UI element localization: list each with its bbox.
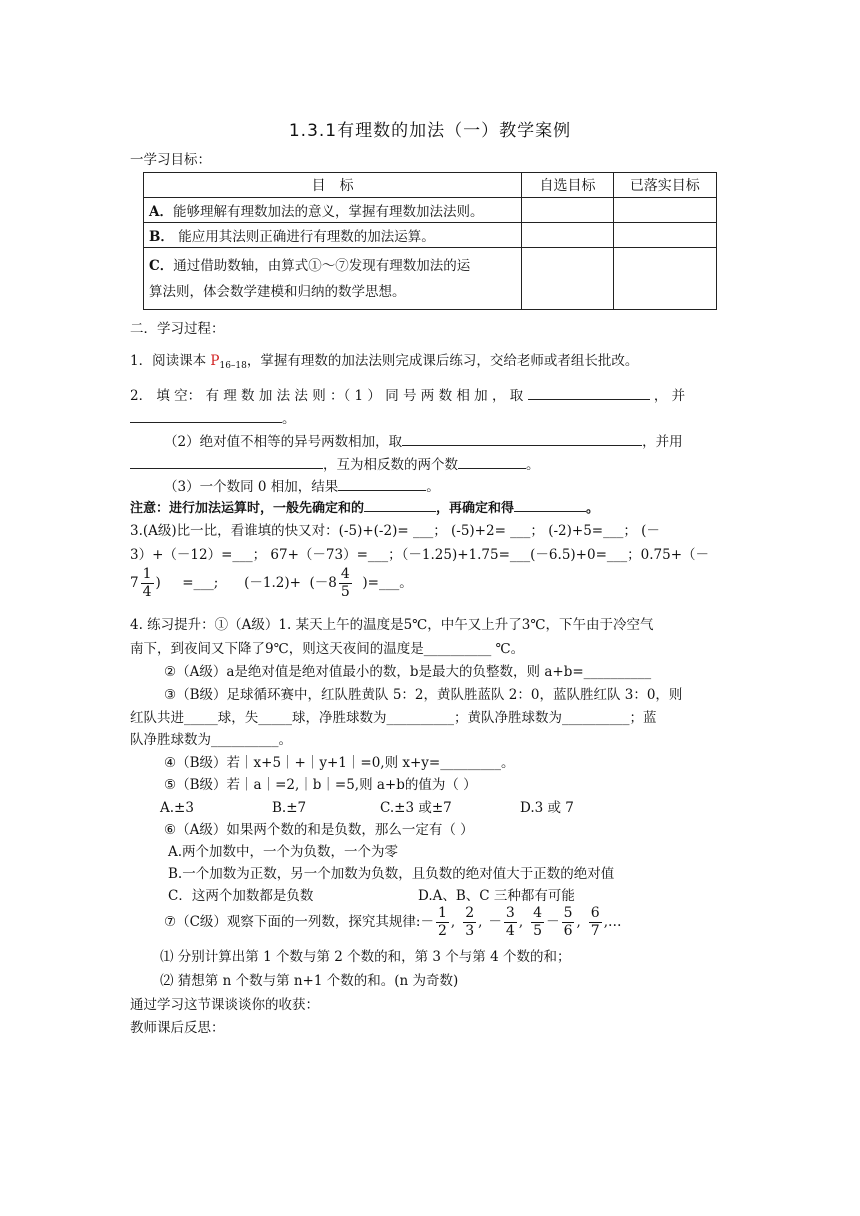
selected-cell[interactable]: [522, 198, 613, 223]
fraction-numerator: 2: [465, 905, 475, 921]
fraction: [339, 566, 352, 601]
fraction-sequence: [420, 905, 627, 939]
question-3-line-2: 3）+（－12）=___； 67+（－73）=___；（－1.25)+1.75=___(－6.5)+0=___；0.75+（－: [130, 547, 710, 563]
sequence-fraction: [531, 905, 544, 940]
goal-text: 能应用其法则正确进行有理数的加法运算。: [173, 229, 435, 245]
page-title: 1.3.1有理数的加法（一）教学案例: [288, 121, 572, 141]
sequence-fraction: [562, 905, 575, 940]
question-4-item-3-cont: 红队共进_____球，失_____球，净胜球数为__________；黄队净胜球数为__________；蓝: [130, 710, 657, 726]
blank-field[interactable]: [338, 478, 426, 491]
question-4-item-7: [164, 905, 628, 940]
punctuation: 。: [426, 479, 440, 495]
header-selected-goal: 自选目标: [522, 173, 613, 198]
option-d[interactable]: D.3 或 7: [520, 800, 574, 816]
note-text-a: 注意：进行加法运算时，一般先确定和的: [130, 501, 365, 516]
fraction-numerator: 1: [437, 905, 447, 921]
separator: ,: [518, 914, 524, 930]
fraction-numerator: 4: [340, 566, 350, 582]
question-2-line-2: [130, 410, 296, 428]
closing-harvest: 通过学习这节课谈谈你的收获：: [130, 997, 319, 1013]
fraction-denominator: 2: [437, 923, 447, 939]
option-b[interactable]: B.±7: [272, 800, 307, 816]
fraction-denominator: 6: [563, 923, 573, 939]
question-4-item-6: ⑥（A级）如果两个数的和是负数，那么一定有（ ）: [164, 822, 474, 838]
q2-rule3: （3）一个数同 0 相加，结果: [164, 479, 339, 495]
goal-label: A．: [149, 204, 173, 220]
sequence-fraction: [436, 905, 449, 940]
blank-field[interactable]: [130, 456, 323, 469]
question-2-line-5: [164, 478, 440, 496]
blank-field[interactable]: [402, 433, 642, 446]
table-row: [144, 223, 717, 248]
q2-rule2-end: ，并用: [642, 434, 683, 450]
question-3-line-1: 3.(A级)比一比，看谁填的快又对：(-5)+(-2)= ___； (-5)+2= ___； (-2)+5=___； (－: [130, 523, 660, 539]
choice-a[interactable]: A.两个加数中，一个为负数，一个为零: [168, 844, 399, 860]
question-4-item-4: ④（B级）若｜x+5｜+｜y+1｜=0,则 x+y=_________。: [164, 755, 515, 771]
goal-cell: [144, 248, 522, 310]
blank-field[interactable]: [514, 499, 586, 512]
question-4-item-3-end: 队净胜球数为__________。: [130, 732, 292, 748]
table-row: [144, 248, 717, 310]
question-2-line-4: [130, 456, 540, 474]
fraction: [141, 566, 154, 601]
note-text-b: ，再确定和得: [436, 501, 515, 516]
fraction-numerator: 5: [563, 905, 573, 921]
q3-text-mid: ) =___; (－1.2)+ (－8: [155, 575, 337, 591]
choice-c[interactable]: C．这两个加数都是负数: [168, 888, 314, 904]
question-4-sub-1: ⑴ 分别计算出第 1 个数与第 2 个数的和，第 3 个与第 4 个数的和；: [160, 949, 571, 965]
fraction-denominator: 5: [533, 923, 543, 939]
question-2-line-1: [130, 387, 685, 405]
sequence-fraction: [589, 905, 602, 940]
minus-sign: －: [488, 914, 502, 930]
goals-table: [143, 172, 717, 310]
item-7-text: ⑦（C级）观察下面的一列数，探究其规律:: [164, 914, 421, 930]
goal-label: C．: [149, 257, 174, 274]
page-ref: P: [210, 353, 220, 369]
sequence-fraction: [463, 905, 476, 940]
blank-field[interactable]: [528, 387, 650, 400]
goal-text: 通过借助数轴，由算式①～⑦发现有理数加法的运: [173, 257, 471, 274]
selected-cell[interactable]: [522, 223, 613, 248]
goal-cell: [144, 223, 522, 248]
page-range: 16–18: [219, 361, 247, 371]
closing-reflection: 教师课后反思：: [130, 1020, 225, 1036]
blank-field[interactable]: [130, 410, 282, 423]
note-text-c: 。: [586, 501, 600, 516]
minus-sign: －: [546, 914, 560, 930]
question-4-line-2: 南下，到夜间又下降了9℃，则这天夜间的温度是__________ ℃。: [130, 641, 525, 657]
fraction-numerator: 3: [505, 905, 515, 921]
q2-rule1: 2． 填 空： 有 理 数 加 法 法 则 ：（ 1 ） 同 号 两 数 相 加 ， 取: [130, 388, 524, 404]
question-4-sub-2: ⑵ 猜想第 n 个数与第 n+1 个数的和。(n 为奇数): [160, 973, 459, 989]
separator: ,…: [603, 914, 622, 930]
separator: ,: [450, 914, 456, 930]
question-1: [130, 352, 638, 372]
q2-opposites: ，互为相反数的两个数: [323, 457, 458, 473]
q1-text-a: 1．阅读课本: [130, 353, 211, 369]
fraction-numerator: 6: [590, 905, 600, 921]
fraction-denominator: 4: [142, 584, 152, 600]
q2-rule2: （2）绝对值不相等的异号两数相加，取: [164, 434, 403, 450]
option-a[interactable]: A.±3: [160, 800, 194, 816]
blank-field[interactable]: [364, 499, 436, 512]
header-goal: 目 标: [144, 173, 522, 198]
q1-text-b: ，掌握有理数的加法法则完成课后练习，交给老师或者组长批改。: [246, 353, 639, 369]
fraction-denominator: 5: [340, 584, 350, 600]
separator: ,: [478, 914, 483, 930]
section-heading-goals: 一学习目标：: [130, 152, 211, 168]
separator: ,: [576, 914, 581, 930]
fraction-denominator: 3: [465, 923, 475, 939]
q2-rule1-end: ， 并: [653, 388, 686, 404]
punctuation: 。: [526, 457, 540, 473]
achieved-cell[interactable]: [613, 248, 716, 310]
achieved-cell[interactable]: [613, 223, 716, 248]
fraction-numerator: 4: [533, 905, 543, 921]
choice-b[interactable]: B.一个加数为正数，另一个加数为负数，且负数的绝对值大于正数的绝对值: [168, 866, 615, 882]
goal-text: 能够理解有理数加法的意义，掌握有理数加法法则。: [172, 204, 484, 220]
fraction-numerator: 1: [142, 566, 152, 582]
question-4-item-5: ⑤（B级）若｜a｜=2,｜b｜=5,则 a+b的值为（ ）: [164, 777, 477, 793]
sequence-fraction: [504, 905, 517, 940]
blank-field[interactable]: [458, 456, 526, 469]
option-c[interactable]: C.±3 或±7: [380, 800, 452, 816]
punctuation: 。: [282, 411, 296, 427]
question-4-line-1: 4. 练习提升：①（A级）1. 某天上午的温度是5℃，中午又上升了3℃，下午由于冷空气: [130, 617, 654, 633]
fraction-denominator: 4: [505, 923, 515, 939]
achieved-cell[interactable]: [613, 198, 716, 223]
goal-cell: [144, 198, 522, 223]
fraction-denominator: 7: [590, 923, 600, 939]
note: [130, 499, 599, 518]
question-3-line-3: [130, 566, 413, 601]
question-4-item-3: ③（B级）足球循环赛中，红队胜黄队 5：2，黄队胜蓝队 2：0，蓝队胜红队 3：0，则: [164, 687, 683, 703]
q3-text-end: )=___。: [353, 575, 413, 591]
mixed-number-whole: 7: [130, 575, 139, 591]
section-heading-process: 二．学习过程：: [130, 321, 225, 337]
minus-sign: －: [420, 914, 434, 930]
header-achieved-goal: 已落实目标: [613, 173, 716, 198]
goal-text-continued: 算法则，体会数学建模和归纳的数学思想。: [149, 283, 406, 300]
table-header-row: [144, 173, 717, 198]
question-4-item-2: ②（A级）a是绝对值是绝对值最小的数，b是最大的负整数，则 a+b=__________: [164, 664, 652, 680]
choice-d[interactable]: D.A、B、C 三种都有可能: [418, 888, 575, 904]
table-row: [144, 198, 717, 223]
goal-label: B．: [149, 229, 174, 245]
question-2-line-3: [164, 433, 683, 451]
selected-cell[interactable]: [522, 248, 613, 310]
